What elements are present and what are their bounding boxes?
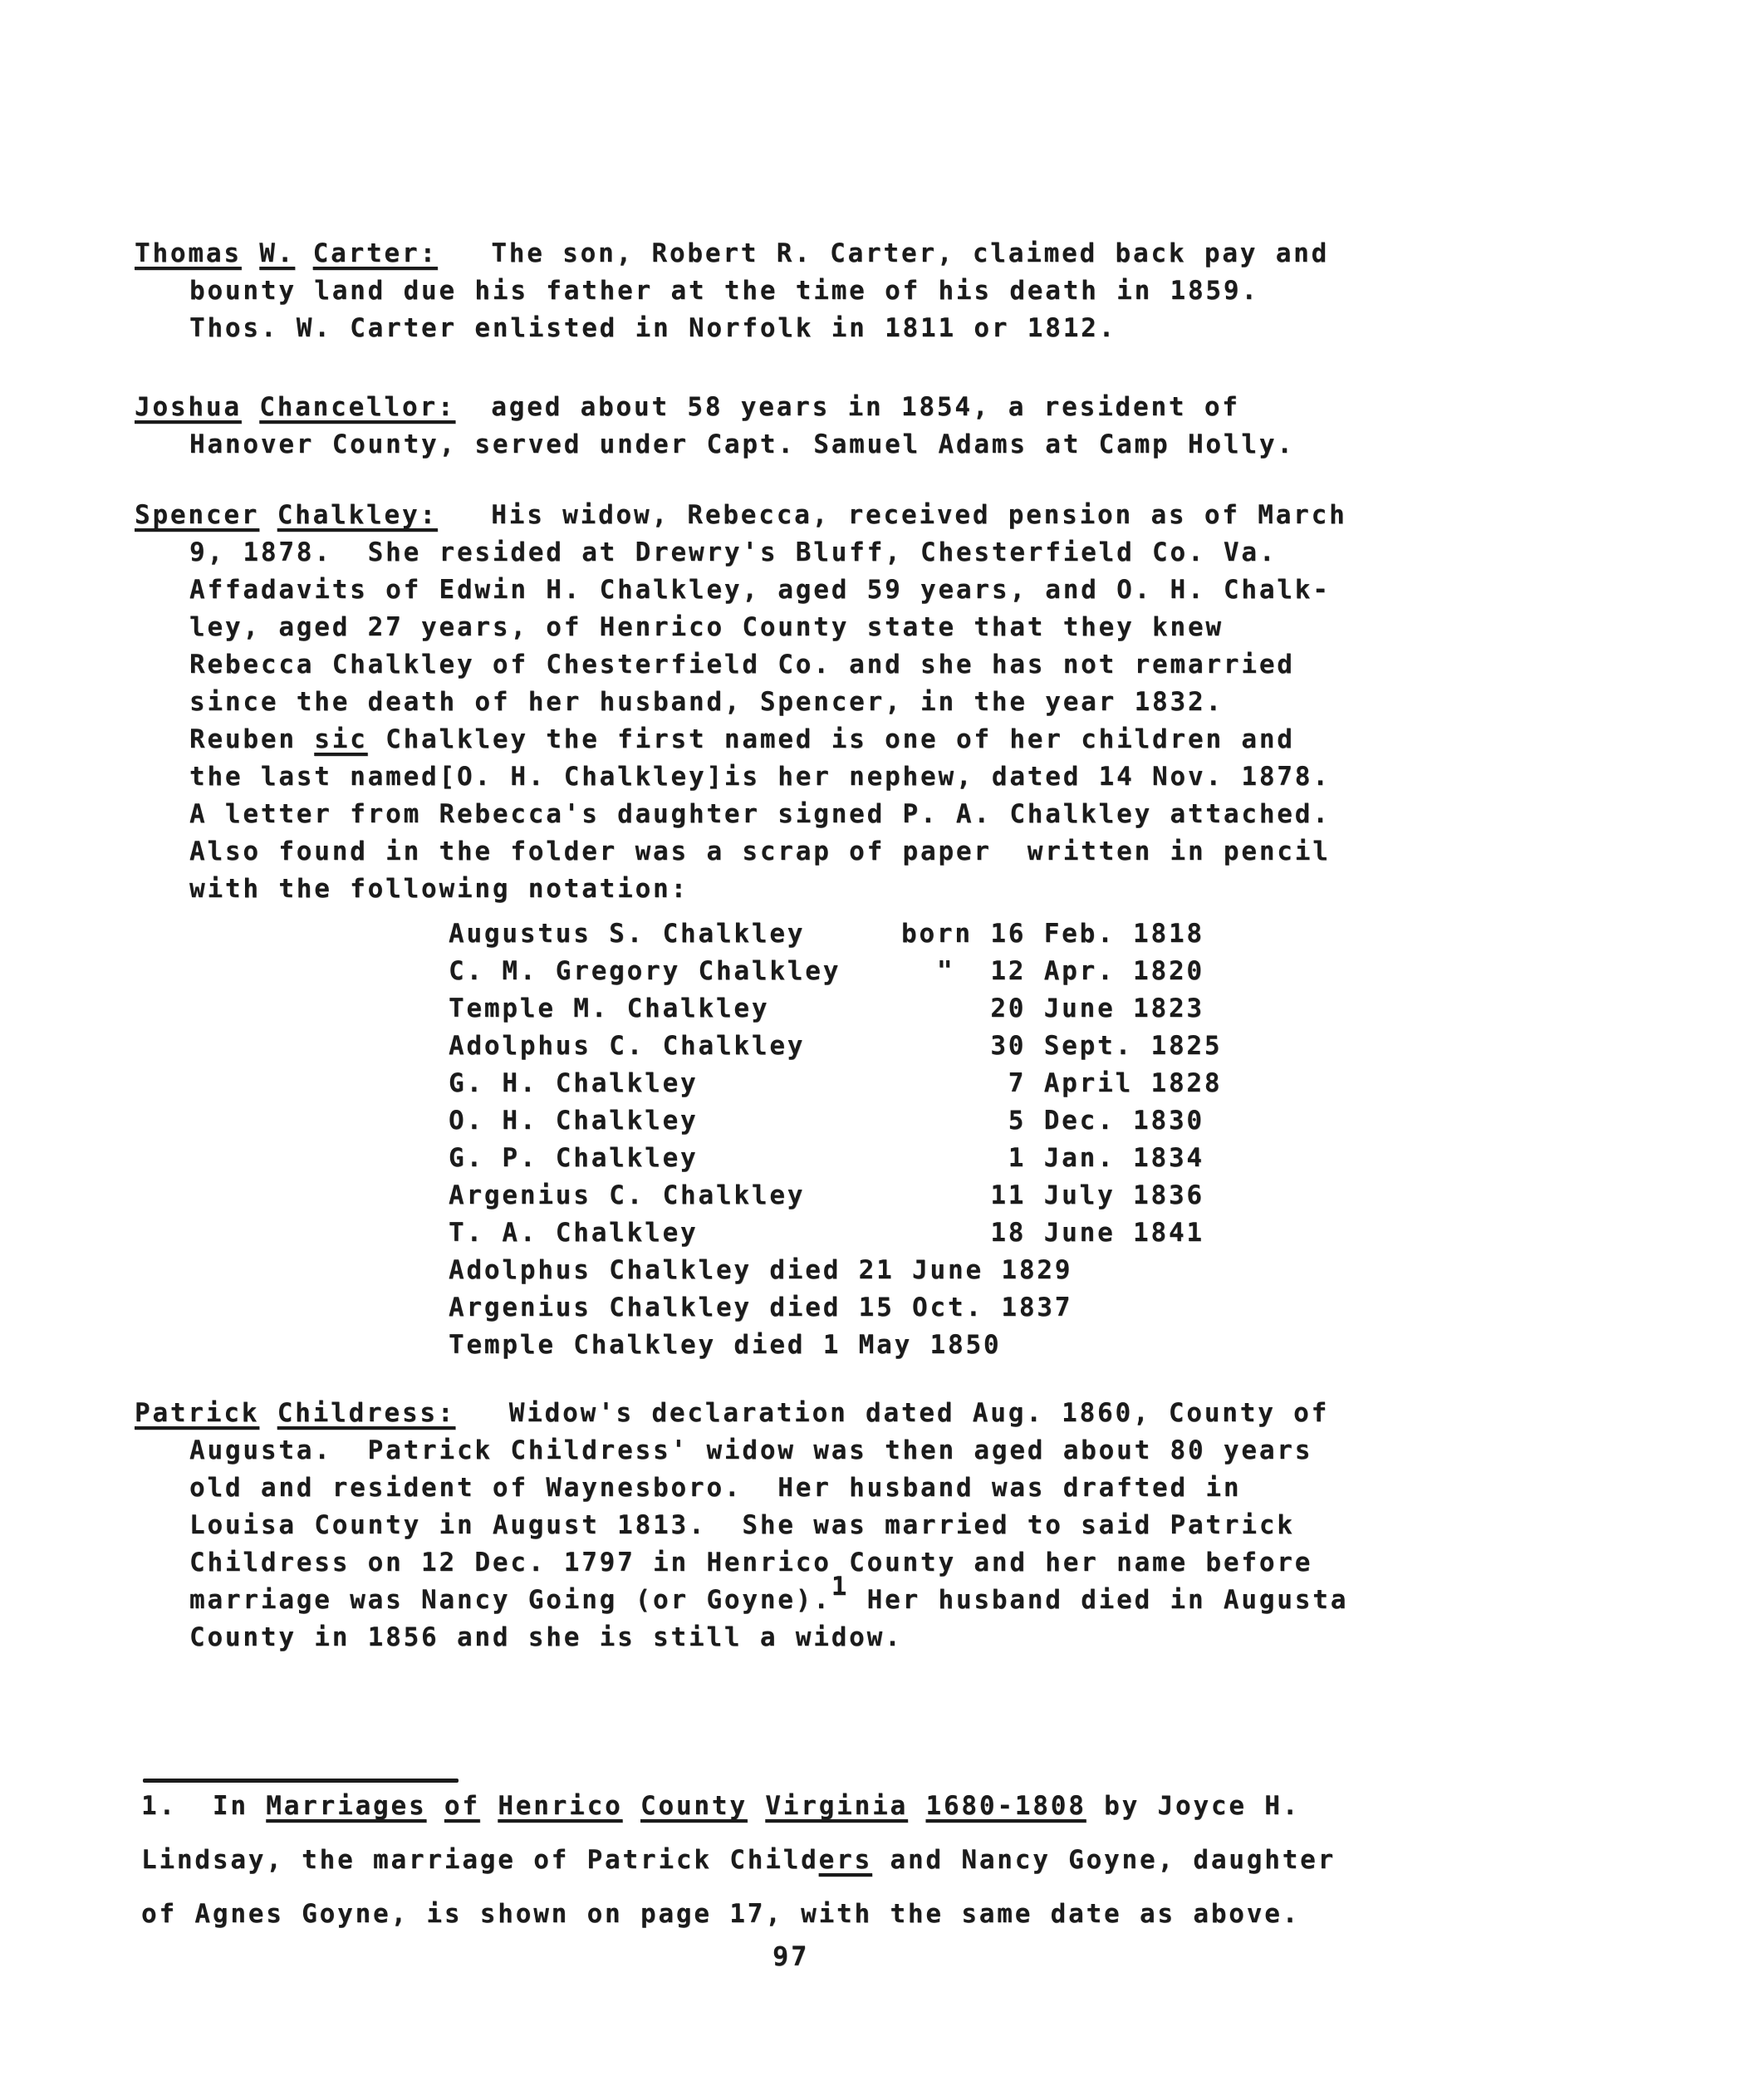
entry-joshua-chancellor [135,389,1295,464]
record-row: Argenius Chalkley died 15 Oct. 1837 [449,1293,1073,1322]
record-row [449,1102,1222,1140]
text-line: Childress on 12 Dec. 1797 in Henrico County and her name before [189,1548,1313,1577]
entry-patrick-childress [135,1395,1348,1656]
text-line: Also found in the folder was a scrap of paper written in pencil [189,837,1331,866]
record-row [449,915,1222,953]
text-line: the last named[O. H. Chalkley]is her nephew, dated 14 Nov. 1878. [189,762,1331,792]
text-line: Augusta. Patrick Childress' widow was then aged about 80 years [189,1435,1313,1465]
person-name: O. H. Chalkley [449,1106,699,1136]
birth-date: 7 April 1828 [901,1068,1223,1098]
record-row [449,1028,1222,1065]
birth-date: 30 Sept. 1825 [901,1031,1223,1061]
text-line: Reuben sic Chalkley the first named is one of her children and [189,724,1295,754]
footnote-separator-line [143,1779,459,1783]
text-line: Affadavits of Edwin H. Chalkley, aged 59 years, and O. H. Chalk- [189,575,1331,605]
birth-date: 18 June 1841 [901,1218,1204,1248]
entry-spencer-chalkley [135,497,1347,908]
record-row [449,1140,1222,1177]
person-name: Adolphus C. Chalkley [449,1031,806,1061]
text-line: Lindsay, the marriage of Patrick Childers and Nancy Goyne, daughter [141,1845,1336,1875]
record-row [449,1065,1222,1102]
text-line: Hanover County, served under Capt. Samuel Adams at Camp Holly. [189,429,1295,459]
text-line: old and resident of Waynesboro. Her husband was drafted in [189,1473,1242,1503]
birth-date: 1 Jan. 1834 [901,1143,1204,1173]
list-chalkley-children [449,915,1222,1364]
text-line: of Agnes Goyne, is shown on page 17, with the same date as above. [141,1899,1301,1929]
person-name: C. M. Gregory Chalkley [449,956,841,986]
record-row [449,1177,1222,1214]
person-name: G. P. Chalkley [449,1143,699,1173]
text-line: since the death of her husband, Spencer, in the year 1832. [189,687,1224,717]
birth-date: 20 June 1823 [901,994,1204,1023]
page-number: 97 [772,1941,810,1972]
text-line: marriage was Nancy Going (or Goyne).1 Her husband died in Augusta [189,1572,1349,1615]
birth-date: 5 Dec. 1830 [901,1106,1204,1136]
text-line: Spencer Chalkley: His widow, Rebecca, received pension as of March [135,500,1347,530]
footnote [141,1779,1336,1941]
text-line: 1. In Marriages of Henrico County Virginia 1680-1808 by Joyce H. [141,1791,1301,1821]
text-line: Patrick Childress: Widow's declaration dated Aug. 1860, County of [135,1398,1330,1428]
text-line: bounty land due his father at the time of his death in 1859. [189,276,1259,306]
birth-date: 11 July 1836 [901,1180,1204,1210]
person-name: Augustus S. Chalkley [449,919,806,949]
person-name: Argenius C. Chalkley [449,1180,806,1210]
record-row [449,1214,1222,1252]
record-row: Adolphus Chalkley died 21 June 1829 [449,1255,1073,1285]
record-row [449,953,1222,990]
person-name: G. H. Chalkley [449,1068,699,1098]
person-name: T. A. Chalkley [449,1218,699,1248]
text-line: Thos. W. Carter enlisted in Norfolk in 1811 or 1812. [189,313,1117,343]
text-line: Louisa County in August 1813. She was married to said Patrick [189,1510,1295,1540]
text-line: 9, 1878. She resided at Drewry's Bluff, Chesterfield Co. Va. [189,537,1278,567]
footnote-reference: 1 [831,1572,850,1602]
entry-thomas-carter [135,235,1329,347]
record-row [449,990,1222,1028]
birth-date: " 12 Apr. 1820 [901,956,1204,986]
record-row: Temple Chalkley died 1 May 1850 [449,1330,1002,1360]
text-line: Rebecca Chalkley of Chesterfield Co. and she has not remarried [189,650,1295,680]
text-line: County in 1856 and she is still a widow. [189,1622,903,1652]
text-line: Thomas W. Carter: The son, Robert R. Carter, claimed back pay and [135,238,1330,268]
text-line: with the following notation: [189,874,689,904]
text-line: A letter from Rebecca's daughter signed P. A. Chalkley attached. [189,799,1331,829]
person-name: Temple M. Chalkley [449,994,770,1023]
birth-date: born 16 Feb. 1818 [901,919,1204,949]
text-line: ley, aged 27 years, of Henrico County state that they knew [189,612,1224,642]
text-line: Joshua Chancellor: aged about 58 years in 1854, a resident of [135,392,1240,422]
